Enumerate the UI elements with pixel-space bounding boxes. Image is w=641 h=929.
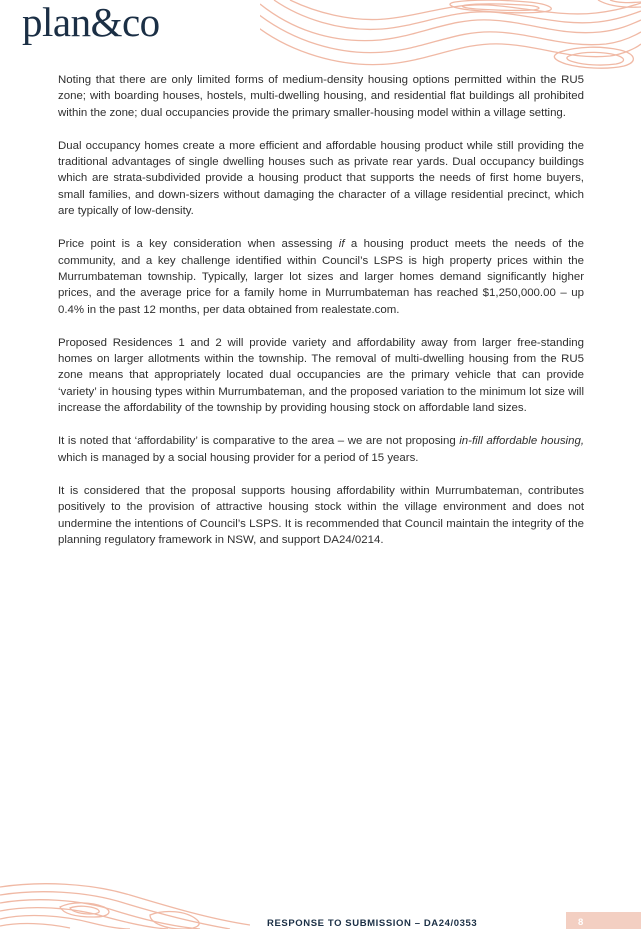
affordability-text-end: which is managed by a social housing provider for a period of 15 years.: [58, 451, 419, 464]
footer-title: RESPONSE TO SUBMISSION – DA24/0353: [267, 918, 478, 929]
affordability-text-start: It is noted that ‘affordability’ is comparative to the area – we are not proposing: [58, 435, 460, 448]
price-point-text-end: a housing product meets the needs of the community, and a key challenge identified within Council’s LSPS is high property prices within the Murrumbateman township. Typically, larger lot sizes and larger homes demand significantly higher prices, and the average price for a family home in Murrumbateman has reached $1,250,000.00 – up 0.4% in the past 12 months, per data obtained from realestate.com.: [58, 238, 584, 316]
price-point-italic: if: [338, 238, 345, 251]
paragraph-residences: Proposed Residences 1 and 2 will provide variety and affordability away from larger free-standing homes on larger allotments within the township. The removal of multi-dwelling housing from the RU5 zone means that appropriately located dual occupancies are the primary vehicle that can provide ‘variety’ in housing types within Murrumbateman, and the proposed variation to the minimum lot size will increase the affordability of the township by providing housing stock on affordable land sizes.: [58, 336, 584, 415]
paragraph-affordability-note: [58, 433, 584, 466]
price-point-text-start: Price point is a key consideration when assessing: [58, 238, 339, 251]
paragraph-conclusion: It is considered that the proposal supports housing affordability within Murrumbateman, contributes positively to the provision of attractive housing stock within the village environment and does not undermine the intentions of Council’s LSPS. It is recommended that Council maintain the integrity of the planning regulatory framework in NSW, and support DA24/0214.: [58, 484, 584, 546]
body-text: [58, 72, 584, 565]
topographic-decoration-top: [260, 0, 641, 72]
paragraph-price-point: [58, 236, 584, 317]
page-number-box: [566, 912, 641, 929]
company-logo: plan&co: [22, 0, 160, 45]
affordability-italic: in-fill affordable housing,: [459, 435, 585, 448]
paragraph-dual-occupancy: Dual occupancy homes create a more efficient and affordable housing product while still providing the traditional advantages of single dwelling houses such as private rear yards. Dual occupancy buildings which are strata-subdivided provide a housing product that supports the needs of first home buyers, small families, and down-sizers without damaging the character of a village residential precinct, which are typically of low-density.: [58, 139, 584, 218]
page-number: 8: [578, 917, 584, 928]
topographic-decoration-bottom: [0, 879, 250, 929]
paragraph-medium-density: Noting that there are only limited forms of medium-density housing options permitted within the RU5 zone; with boarding houses, hostels, multi-dwelling housing, and residential flat buildings all prohibited within the zone; dual occupancies provide the primary smaller-housing model within a village setting.: [58, 74, 584, 119]
